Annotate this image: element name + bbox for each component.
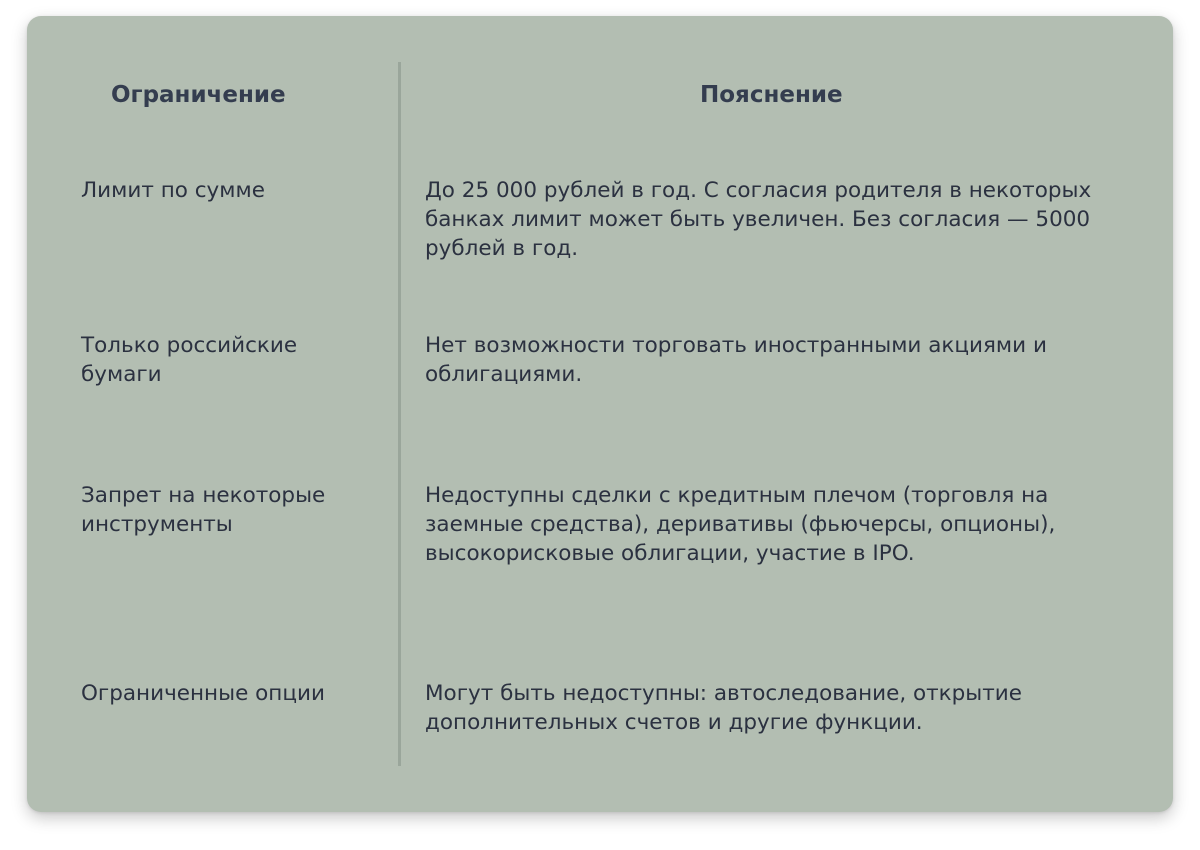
row-4-explanation: Могут быть недоступны: автоследование, открытие дополнительных счетов и другие функции.	[425, 681, 1023, 735]
row-1-explanation: До 25 000 рублей в год. С согласия родителя в некоторых банках лимит может быть увеличен. Без согласия — 5000 рублей в год.	[425, 178, 1092, 261]
row-2-restriction: Только российские бумаги	[81, 333, 298, 387]
header-restriction: Ограничение	[111, 82, 286, 108]
restrictions-table	[27, 16, 1173, 812]
column-divider	[398, 62, 401, 766]
row-2-explanation: Нет возможности торговать иностранными акциями и облигациями.	[425, 333, 1047, 387]
row-1-restriction: Лимит по сумме	[81, 178, 265, 203]
header-explanation: Пояснение	[700, 82, 843, 108]
row-4-restriction: Ограниченные опции	[81, 681, 325, 706]
row-3-restriction: Запрет на некоторые инструменты	[81, 483, 326, 537]
row-3-explanation: Недоступны сделки с кредитным плечом (торговля на заемные средства), деривативы (фьючерсы, опционы), высокорисковые облигации, участие в IPO.	[425, 483, 1056, 566]
